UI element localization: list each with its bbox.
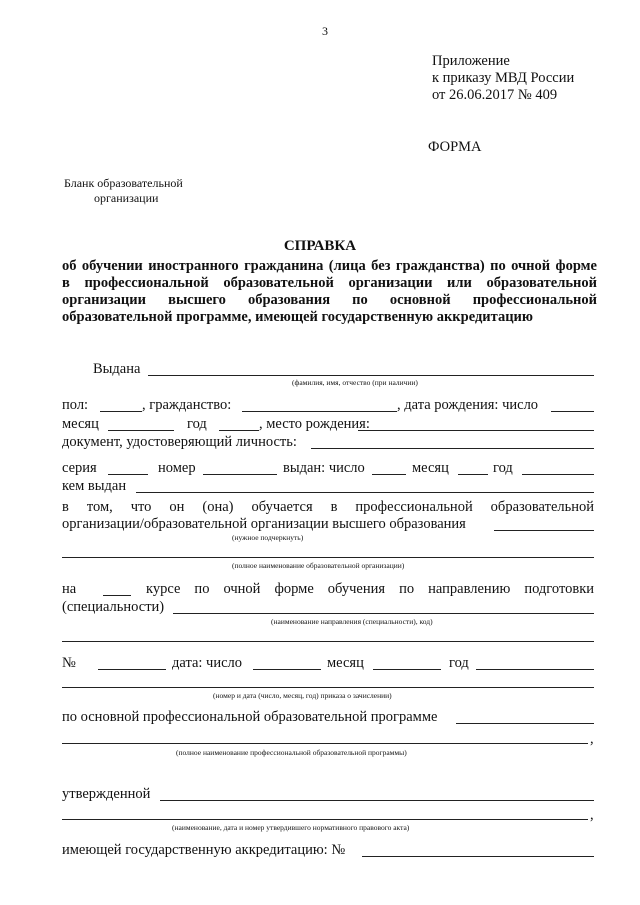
program-field[interactable] bbox=[456, 723, 594, 724]
approved-label: утвержденной bbox=[62, 786, 151, 802]
birth-year-field[interactable] bbox=[219, 430, 259, 431]
issued-by-field[interactable] bbox=[136, 492, 594, 493]
issued-month-field[interactable] bbox=[458, 474, 488, 475]
studies-line-1: в том, что он (она) обучается в профессиональной образовательной bbox=[62, 499, 594, 515]
sex-field[interactable] bbox=[100, 411, 142, 412]
order-number-field[interactable] bbox=[98, 669, 166, 670]
direction-field[interactable] bbox=[62, 641, 594, 642]
course-text: курсе по очной форме обучения по направлению подготовки bbox=[146, 581, 594, 597]
form-label: ФОРМА bbox=[428, 139, 482, 155]
issued-label: Выдана bbox=[93, 361, 141, 377]
birth-month-label: месяц bbox=[62, 416, 99, 432]
blank-line-1: Бланк образовательной bbox=[64, 176, 183, 190]
direction-caption: (наименование направления (специальности), код) bbox=[271, 617, 433, 626]
series-label: серия bbox=[62, 460, 97, 476]
issued-on-label: выдан: число bbox=[283, 460, 365, 476]
organization-field[interactable] bbox=[62, 557, 594, 558]
approved-act-field[interactable] bbox=[62, 819, 588, 820]
series-field[interactable] bbox=[108, 474, 148, 475]
issued-year-label: год bbox=[493, 460, 513, 476]
issued-year-field[interactable] bbox=[522, 474, 594, 475]
citizenship-label: , гражданство: bbox=[142, 397, 232, 413]
order-year-field[interactable] bbox=[476, 669, 594, 670]
accreditation-field[interactable] bbox=[362, 856, 594, 857]
course-on-label: на bbox=[62, 581, 77, 597]
order-year-label: год bbox=[449, 655, 469, 671]
issued-caption: (фамилия, имя, отчество (при наличии) bbox=[292, 378, 418, 387]
number-label: номер bbox=[158, 460, 196, 476]
sex-label: пол: bbox=[62, 397, 89, 413]
act-caption: (наименование, дата и номер утвердившего нормативного правового акта) bbox=[172, 823, 410, 832]
page-number: 3 bbox=[322, 24, 328, 38]
appendix-line-3: от 26.06.2017 № 409 bbox=[432, 87, 558, 103]
studies-field[interactable] bbox=[494, 530, 594, 531]
order-number-label: № bbox=[62, 655, 76, 671]
blank-line-2: организации bbox=[94, 191, 159, 205]
approved-comma: , bbox=[590, 807, 594, 823]
appendix-line-1: Приложение bbox=[432, 53, 510, 69]
course-field[interactable] bbox=[103, 595, 131, 596]
program-label: по основной профессиональной образовательной программе bbox=[62, 709, 438, 725]
order-month-label: месяц bbox=[327, 655, 364, 671]
specialty-field[interactable] bbox=[173, 613, 594, 614]
birth-month-field[interactable] bbox=[108, 430, 174, 431]
order-day-field[interactable] bbox=[253, 669, 321, 670]
number-field[interactable] bbox=[203, 474, 277, 475]
citizenship-field[interactable] bbox=[242, 411, 397, 412]
id-document-field[interactable] bbox=[311, 448, 594, 449]
issued-day-field[interactable] bbox=[372, 474, 406, 475]
program-caption: (полное наименование профессиональной образовательной программы) bbox=[176, 748, 407, 757]
birth-place-field[interactable] bbox=[358, 430, 594, 431]
subtitle-line-3: организации высшего образования по основной профессиональной bbox=[62, 292, 597, 308]
underline-caption: (нужное подчеркнуть) bbox=[232, 533, 304, 542]
issued-month-label: месяц bbox=[412, 460, 449, 476]
issued-by-label: кем выдан bbox=[62, 478, 127, 494]
program-name-field[interactable] bbox=[62, 743, 588, 744]
birth-date-label: , дата рождения: число bbox=[397, 397, 539, 413]
document-title: СПРАВКА bbox=[283, 238, 357, 254]
id-document-label: документ, удостоверяющий личность: bbox=[62, 434, 297, 450]
birth-day-field[interactable] bbox=[551, 411, 594, 412]
program-comma: , bbox=[590, 731, 594, 747]
subtitle-line-4: образовательной программе, имеющей государственную аккредитацию bbox=[62, 309, 533, 325]
birth-place-label: , место рождения: bbox=[259, 416, 370, 432]
order-detail-field[interactable] bbox=[62, 687, 594, 688]
studies-line-2: организации/образовательной организации высшего образования bbox=[62, 516, 466, 532]
approved-field[interactable] bbox=[160, 800, 594, 801]
order-date-label: дата: число bbox=[172, 655, 243, 671]
subtitle-line-2: в профессиональной образовательной организации или образовательной bbox=[62, 275, 597, 291]
specialty-label: (специальности) bbox=[62, 599, 165, 615]
order-caption: (номер и дата (число, месяц, год) приказа о зачислении) bbox=[213, 691, 392, 700]
order-month-field[interactable] bbox=[373, 669, 441, 670]
birth-year-label: год bbox=[187, 416, 207, 432]
appendix-line-2: к приказу МВД России bbox=[432, 70, 575, 86]
organization-caption: (полное наименование образовательной организации) bbox=[232, 561, 405, 570]
issued-name-field[interactable] bbox=[148, 375, 594, 376]
accreditation-label: имеющей государственную аккредитацию: № bbox=[62, 842, 346, 858]
subtitle-line-1: об обучении иностранного гражданина (лица без гражданства) по очной форме bbox=[62, 258, 597, 274]
